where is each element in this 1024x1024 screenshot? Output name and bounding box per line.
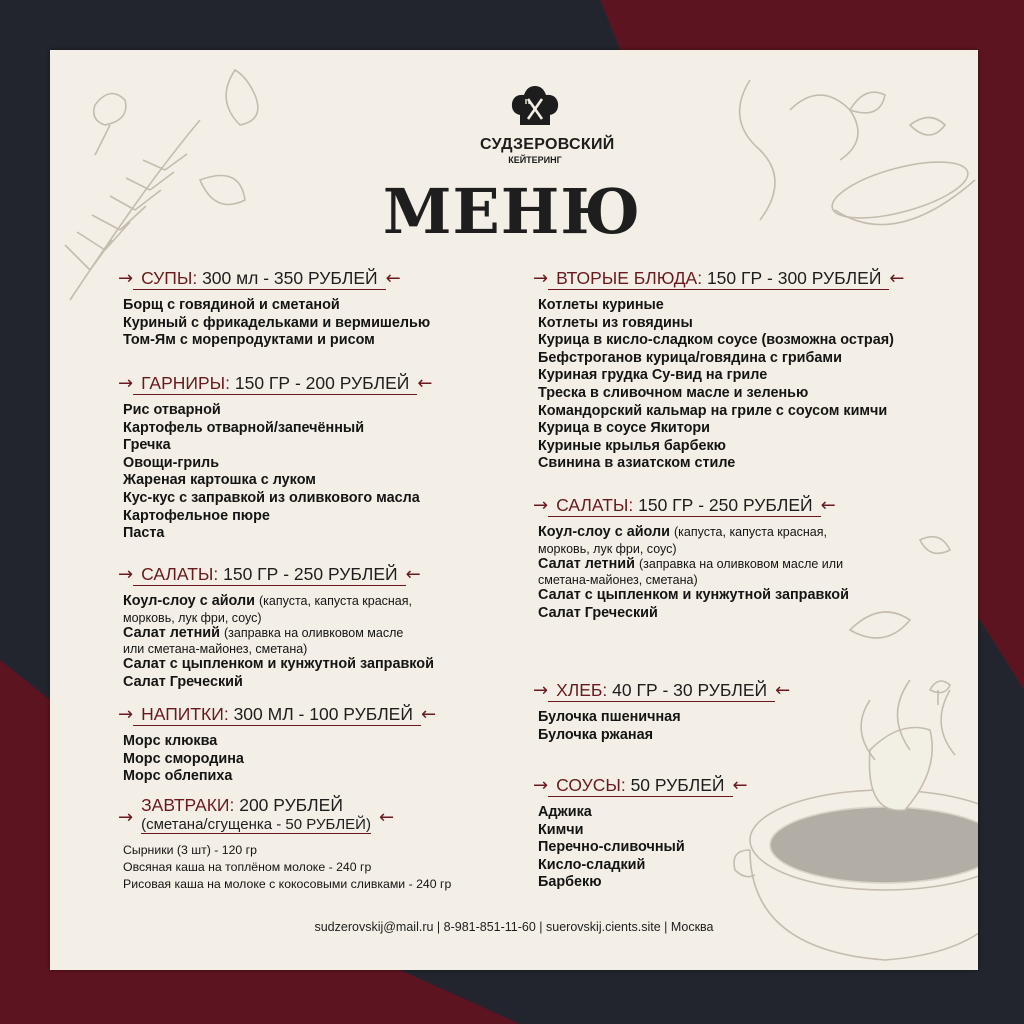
decorative-arrow-icon: → — [118, 704, 134, 725]
item-name: Салат летний — [123, 624, 220, 641]
list-item: Жареная картошка с луком — [123, 472, 316, 489]
section-name: САЛАТЫ: — [556, 495, 634, 515]
decorative-arrow-icon: → — [118, 373, 134, 394]
section-price: 150 ГР - 250 РУБЛЕЙ — [638, 495, 813, 515]
list-item: Рис отварной — [123, 402, 221, 418]
section-breakfast — [118, 795, 451, 893]
section-name: ЗАВТРАКИ: — [141, 795, 235, 815]
section-name: ГАРНИРЫ: — [141, 373, 230, 393]
item-name: Салат летний — [538, 555, 635, 572]
brand-subtitle: КЕЙТЕРИНГ — [508, 155, 562, 165]
list-item: Кус-кус с заправкой из оливкового масла — [123, 489, 420, 506]
decorative-arrow-icon: → — [533, 680, 549, 701]
brand-name: СУДЗЕРОВСКИЙ — [480, 136, 615, 153]
section-name: СУПЫ: — [141, 268, 198, 288]
decorative-arrow-icon: → — [118, 268, 134, 289]
section-drinks — [118, 701, 436, 786]
section-subtitle: (сметана/сгущенка - 50 РУБЛЕЙ) — [141, 816, 371, 833]
list-item: Булочка ржаная — [538, 726, 653, 743]
section-name: НАПИТКИ: — [141, 704, 229, 724]
list-item: Салат с цыпленком и кунжутной заправкой — [538, 587, 849, 604]
list-item: Кисло-сладкий — [538, 856, 646, 873]
section-title — [548, 268, 889, 290]
decorative-arrow-icon: → — [118, 564, 134, 585]
section-name: САЛАТЫ: — [141, 564, 219, 584]
item-note: или сметана-майонез, сметана) — [123, 642, 308, 657]
section-bread — [533, 677, 790, 744]
decorative-arrow-icon: → — [533, 268, 549, 289]
contact-footer: sudzerovskij@mail.ru | 8-981-851-11-60 | suerovskij.cients.site | Москва — [314, 920, 714, 934]
item-note: морковь, лук фри, соус) — [538, 541, 677, 556]
list-item: Салат с цыпленком и кунжутной заправкой — [123, 656, 434, 673]
list-item: Бефстроганов курица/говядина с грибами — [538, 349, 842, 366]
section-garnish — [118, 370, 432, 543]
section-price: 200 РУБЛЕЙ — [239, 795, 343, 815]
list-item: Барбекю — [538, 874, 602, 891]
section-title — [133, 564, 405, 586]
decorative-arrow-icon: ← — [405, 564, 421, 585]
section-price: 300 МЛ - 100 РУБЛЕЙ — [233, 704, 413, 724]
list-item: Курица в кисло-сладком соусе (возможна острая) — [538, 332, 894, 349]
list-item: Треска в сливочном масле и зеленью — [538, 384, 809, 401]
section-price: 50 РУБЛЕЙ — [630, 775, 725, 795]
section-sauces — [533, 772, 748, 892]
item-note: (капуста, капуста красная, — [258, 594, 412, 608]
list-item: Том-Ям с морепродуктами и рисом — [123, 332, 375, 349]
list-item: Куриная грудка Су-вид на гриле — [538, 367, 768, 384]
section-name: ВТОРЫЕ БЛЮДА: — [556, 268, 703, 288]
decorative-arrow-icon: ← — [378, 807, 395, 828]
list-item: Курица в соусе Якитори — [538, 420, 711, 437]
decorative-arrow-icon: ← — [889, 268, 905, 289]
item-note: морковь, лук фри, соус) — [123, 610, 262, 625]
item-note: (заправка на оливковом масле — [223, 625, 404, 640]
list-item: Перечно-сливочный — [538, 839, 685, 856]
list-item: Морс клюква — [123, 733, 218, 749]
list-item: Салат Греческий — [538, 604, 658, 621]
section-title — [548, 495, 820, 517]
section-title — [548, 775, 732, 797]
section-title — [133, 704, 421, 726]
item-note: сметана-майонез, сметана) — [538, 573, 698, 588]
section-name: ХЛЕБ: — [556, 680, 608, 700]
list-item: Кимчи — [538, 821, 584, 838]
decorative-arrow-icon: ← — [420, 704, 437, 725]
brand-logo — [480, 85, 615, 165]
decorative-arrow-icon: ← — [732, 775, 748, 796]
list-item: Котлеты куриные — [538, 297, 664, 313]
list-item — [123, 625, 434, 643]
section-mains — [533, 265, 905, 473]
item-name: Коул-слоу с айоли — [123, 593, 255, 609]
section-price: 150 ГР - 250 РУБЛЕЙ — [223, 564, 398, 584]
list-item: Картофель отварной/запечённый — [123, 419, 365, 436]
decorative-arrow-icon: → — [118, 807, 134, 828]
list-item: Овсяная каша на топлёном молоке - 240 гр — [123, 860, 372, 874]
list-item: Куриный с фрикадельками и вермишелью — [123, 314, 431, 331]
item-note: (капуста, капуста красная, — [673, 525, 827, 539]
decorative-arrow-icon: ← — [820, 495, 836, 516]
item-name: Коул-слоу с айоли — [538, 524, 670, 540]
list-item — [538, 524, 849, 542]
list-item: Овощи-гриль — [123, 454, 220, 471]
chef-hat-fork-knife-icon — [510, 85, 560, 129]
list-item: Борщ с говядиной и сметаной — [123, 297, 340, 313]
decorative-arrow-icon: → — [533, 495, 549, 516]
decorative-arrow-icon: ← — [385, 268, 401, 289]
section-salads-left — [118, 561, 434, 691]
decorative-arrow-icon: → — [533, 775, 549, 796]
list-item: Булочка пшеничная — [538, 709, 681, 725]
section-price: 300 мл - 350 РУБЛЕЙ — [202, 268, 378, 288]
list-item: Командорский кальмар на гриле с соусом кимчи — [538, 402, 888, 419]
list-item — [538, 556, 849, 574]
list-item — [123, 593, 434, 611]
menu-card — [50, 50, 978, 970]
section-price: 40 ГР - 30 РУБЛЕЙ — [612, 680, 768, 700]
section-soups — [118, 265, 430, 350]
list-item: Куриные крылья барбекю — [538, 437, 726, 454]
list-item: Морс смородина — [123, 750, 244, 767]
list-item: Паста — [123, 525, 165, 542]
section-title — [133, 268, 386, 290]
section-salads-right — [533, 492, 849, 622]
list-item: Свинина в азиатском стиле — [538, 455, 736, 472]
item-note: (заправка на оливковом масле или — [638, 556, 844, 571]
list-item: Аджика — [538, 804, 592, 820]
list-item: Котлеты из говядины — [538, 314, 693, 331]
section-name: СОУСЫ: — [556, 775, 626, 795]
list-item: Сырники (3 шт) - 120 гр — [123, 843, 258, 857]
decorative-arrow-icon: ← — [417, 373, 433, 394]
section-title — [548, 680, 775, 702]
section-price: 150 ГР - 300 РУБЛЕЙ — [706, 268, 882, 288]
list-item: Салат Греческий — [123, 673, 243, 690]
list-item: Гречка — [123, 437, 171, 454]
list-item: Морс облепиха — [123, 768, 233, 785]
decorative-arrow-icon: ← — [775, 680, 791, 701]
list-item: Рисовая каша на молоке с кокосовыми сливками - 240 гр — [123, 877, 452, 891]
section-price: 150 ГР - 200 РУБЛЕЙ — [234, 373, 410, 393]
list-item: Картофельное пюре — [123, 507, 270, 524]
section-title — [133, 373, 417, 395]
page-title: МЕНЮ — [382, 175, 642, 248]
